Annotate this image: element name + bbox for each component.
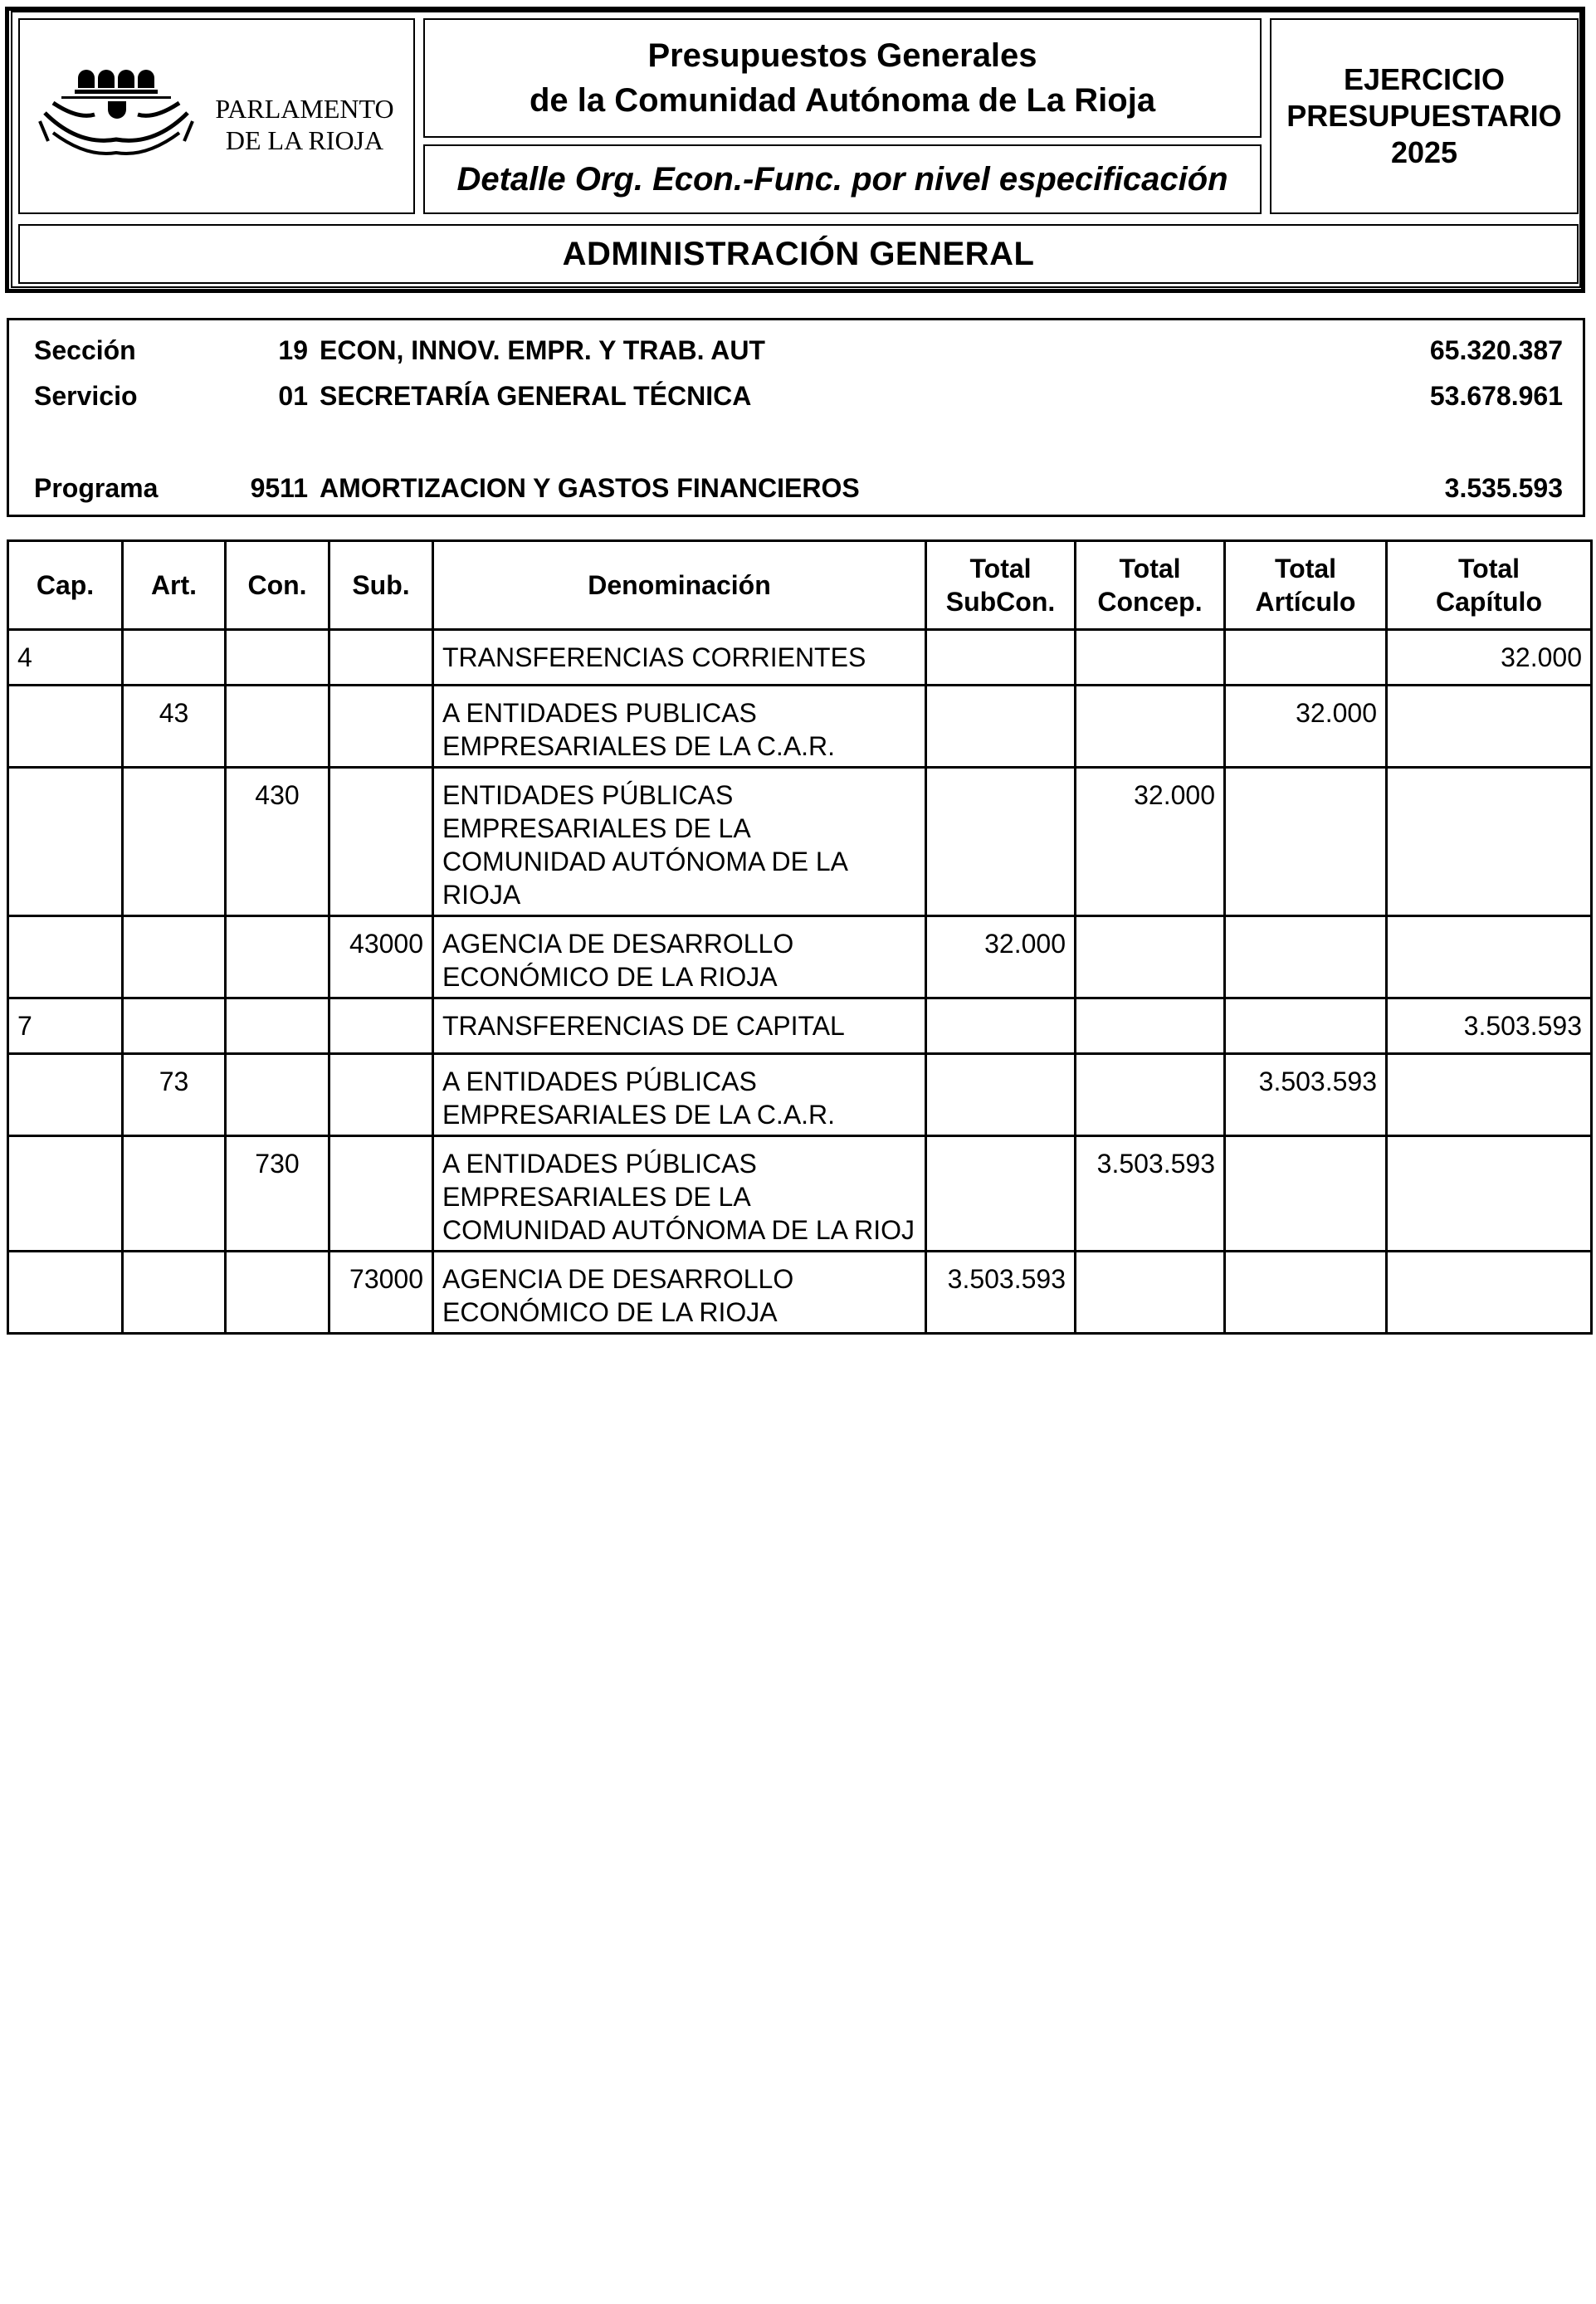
cell-denominacion: ENTIDADES PÚBLICAS EMPRESARIALES DE LA COMUNIDAD AUTÓNOMA DE LA RIOJA xyxy=(433,768,926,916)
cell-con xyxy=(226,686,329,768)
table-row xyxy=(8,1136,1592,1252)
col-header-cap: Cap. xyxy=(8,541,123,630)
subtitle-box xyxy=(423,144,1262,214)
table-header-row xyxy=(8,541,1592,630)
title-line-1: Presupuestos Generales xyxy=(647,37,1037,74)
cell-total-capitulo: 32.000 xyxy=(1387,630,1592,686)
servicio-label: Servicio xyxy=(34,381,138,411)
cell-total-concep: 3.503.593 xyxy=(1076,1136,1225,1252)
cell-sub xyxy=(329,630,433,686)
cell-art: 43 xyxy=(123,686,226,768)
cell-cap xyxy=(8,1054,123,1136)
year-line-1: EJERCICIO xyxy=(1343,62,1506,96)
col-header-total-subcon-l1: Total xyxy=(969,554,1032,583)
col-header-total-capitulo-l2: Capítulo xyxy=(1436,587,1542,617)
cell-total-subcon: 3.503.593 xyxy=(926,1252,1076,1334)
servicio-code: 01 xyxy=(278,381,308,411)
table-row xyxy=(8,998,1592,1054)
col-header-total-capitulo xyxy=(1387,541,1592,630)
logo-text xyxy=(196,93,413,156)
col-header-total-articulo-l1: Total xyxy=(1274,554,1337,583)
programa-code: 9511 xyxy=(250,473,308,503)
col-header-con: Con. xyxy=(226,541,329,630)
cell-total-subcon xyxy=(926,1136,1076,1252)
cell-con: 730 xyxy=(226,1136,329,1252)
programa-total: 3.535.593 xyxy=(1444,473,1563,503)
cell-total-subcon xyxy=(926,1054,1076,1136)
cell-total-capitulo xyxy=(1387,768,1592,916)
seccion-total: 65.320.387 xyxy=(1429,335,1563,365)
cell-total-capitulo xyxy=(1387,1252,1592,1334)
logo-line-2: DE LA RIOJA xyxy=(225,125,384,155)
cell-con: 430 xyxy=(226,768,329,916)
logo-box xyxy=(18,18,415,214)
budget-table xyxy=(7,539,1593,1335)
cell-con xyxy=(226,998,329,1054)
cell-total-capitulo xyxy=(1387,1136,1592,1252)
seccion-code: 19 xyxy=(278,335,308,365)
table-row xyxy=(8,916,1592,998)
cell-total-concep xyxy=(1076,1252,1225,1334)
cell-total-concep xyxy=(1076,686,1225,768)
cell-total-concep xyxy=(1076,630,1225,686)
cell-total-articulo xyxy=(1225,916,1387,998)
cell-total-articulo xyxy=(1225,1136,1387,1252)
col-header-total-concep-l2: Concep. xyxy=(1097,587,1203,617)
cell-art xyxy=(123,916,226,998)
cell-art xyxy=(123,998,226,1054)
cell-denominacion: A ENTIDADES PÚBLICAS EMPRESARIALES DE LA COMUNIDAD AUTÓNOMA DE LA RIOJ xyxy=(433,1136,926,1252)
servicio-desc: SECRETARÍA GENERAL TÉCNICA xyxy=(320,381,752,411)
cell-cap xyxy=(8,916,123,998)
table-row xyxy=(8,686,1592,768)
seccion-label: Sección xyxy=(34,335,136,365)
admin-box xyxy=(18,224,1579,284)
cell-total-subcon xyxy=(926,998,1076,1054)
cell-art xyxy=(123,768,226,916)
table-row xyxy=(8,1252,1592,1334)
admin-title: ADMINISTRACIÓN GENERAL xyxy=(562,235,1035,272)
col-header-denominacion: Denominación xyxy=(433,541,926,630)
cell-denominacion: AGENCIA DE DESARROLLO ECONÓMICO DE LA RIOJA xyxy=(433,916,926,998)
section-info xyxy=(7,318,1585,517)
title-line-2: de la Comunidad Autónoma de La Rioja xyxy=(529,82,1156,119)
cell-total-concep xyxy=(1076,916,1225,998)
cell-total-capitulo: 3.503.593 xyxy=(1387,998,1592,1054)
cell-total-articulo: 32.000 xyxy=(1225,686,1387,768)
col-header-art: Art. xyxy=(123,541,226,630)
year-line-2: PRESUPUESTARIO xyxy=(1286,99,1562,133)
cell-cap xyxy=(8,768,123,916)
cell-total-articulo xyxy=(1225,1252,1387,1334)
col-header-total-articulo xyxy=(1225,541,1387,630)
cell-sub xyxy=(329,1054,433,1136)
col-header-sub: Sub. xyxy=(329,541,433,630)
parliament-logo-icon xyxy=(28,53,194,178)
col-header-total-concep xyxy=(1076,541,1225,630)
col-header-total-subcon xyxy=(926,541,1076,630)
cell-art xyxy=(123,1252,226,1334)
col-header-total-capitulo-l1: Total xyxy=(1457,554,1520,583)
cell-art: 73 xyxy=(123,1054,226,1136)
cell-total-subcon xyxy=(926,768,1076,916)
table-row xyxy=(8,768,1592,916)
col-header-total-subcon-l2: SubCon. xyxy=(945,587,1056,617)
cell-total-articulo xyxy=(1225,768,1387,916)
cell-total-capitulo xyxy=(1387,686,1592,768)
cell-total-concep xyxy=(1076,1054,1225,1136)
cell-denominacion: A ENTIDADES PÚBLICAS EMPRESARIALES DE LA C.A.R. xyxy=(433,1054,926,1136)
cell-con xyxy=(226,916,329,998)
title-box xyxy=(423,18,1262,138)
cell-cap xyxy=(8,1252,123,1334)
cell-cap xyxy=(8,686,123,768)
cell-sub xyxy=(329,1136,433,1252)
cell-total-articulo: 3.503.593 xyxy=(1225,1054,1387,1136)
cell-art xyxy=(123,1136,226,1252)
cell-total-capitulo xyxy=(1387,1054,1592,1136)
cell-denominacion: TRANSFERENCIAS CORRIENTES xyxy=(433,630,926,686)
cell-denominacion: A ENTIDADES PUBLICAS EMPRESARIALES DE LA C.A.R. xyxy=(433,686,926,768)
seccion-desc: ECON, INNOV. EMPR. Y TRAB. AUT xyxy=(320,335,765,365)
cell-total-concep: 32.000 xyxy=(1076,768,1225,916)
servicio-total: 53.678.961 xyxy=(1429,381,1563,411)
cell-total-subcon: 32.000 xyxy=(926,916,1076,998)
cell-con xyxy=(226,1252,329,1334)
cell-total-concep xyxy=(1076,998,1225,1054)
cell-sub: 43000 xyxy=(329,916,433,998)
col-header-total-articulo-l2: Artículo xyxy=(1255,587,1356,617)
cell-cap xyxy=(8,1136,123,1252)
cell-cap: 7 xyxy=(8,998,123,1054)
year-box xyxy=(1270,18,1579,214)
programa-label: Programa xyxy=(34,473,159,503)
cell-total-articulo xyxy=(1225,998,1387,1054)
cell-con xyxy=(226,1054,329,1136)
cell-sub: 73000 xyxy=(329,1252,433,1334)
cell-art xyxy=(123,630,226,686)
col-header-total-concep-l1: Total xyxy=(1119,554,1181,583)
cell-sub xyxy=(329,998,433,1054)
report-subtitle: Detalle Org. Econ.-Func. por nivel especificación xyxy=(456,160,1228,198)
table-row xyxy=(8,630,1592,686)
cell-sub xyxy=(329,768,433,916)
cell-total-articulo xyxy=(1225,630,1387,686)
cell-con xyxy=(226,630,329,686)
cell-total-capitulo xyxy=(1387,916,1592,998)
year-line-3: 2025 xyxy=(1390,135,1458,169)
cell-cap: 4 xyxy=(8,630,123,686)
cell-denominacion: AGENCIA DE DESARROLLO ECONÓMICO DE LA RIOJA xyxy=(433,1252,926,1334)
cell-total-subcon xyxy=(926,630,1076,686)
table-row xyxy=(8,1054,1592,1136)
logo-line-1: PARLAMENTO xyxy=(215,94,394,124)
cell-sub xyxy=(329,686,433,768)
programa-desc: AMORTIZACION Y GASTOS FINANCIEROS xyxy=(320,473,860,503)
cell-denominacion: TRANSFERENCIAS DE CAPITAL xyxy=(433,998,926,1054)
cell-total-subcon xyxy=(926,686,1076,768)
